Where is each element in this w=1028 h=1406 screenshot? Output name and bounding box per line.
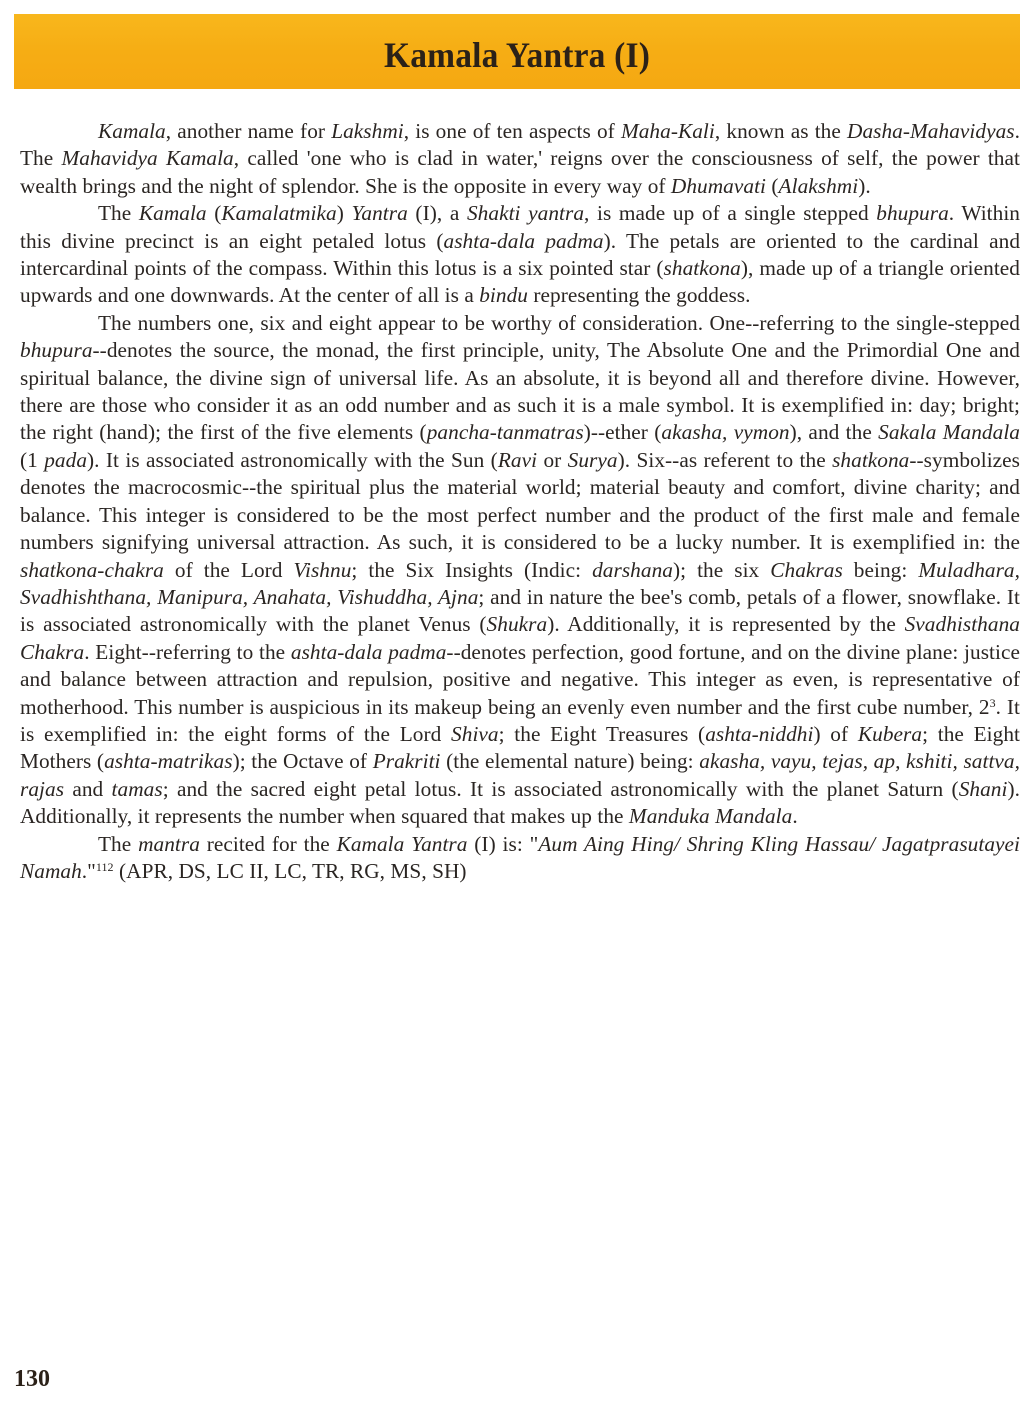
- italic-term: Yantra: [351, 201, 408, 226]
- text-run: (the elemental nature) being:: [440, 749, 700, 774]
- italic-term: Prakriti: [372, 749, 441, 774]
- title-banner: [14, 14, 1020, 89]
- italic-term: ashta-matrikas: [104, 749, 233, 774]
- text-run: ), made up of a triangle oriented upwards and one downwards. At the center of all is a: [20, 256, 1020, 308]
- italic-term: shatkona: [832, 447, 910, 472]
- italic-term: Chakras: [770, 557, 843, 582]
- text-run: ). It is associated astronomically with the Sun (: [87, 447, 498, 472]
- text-run: . Eight--referring to the: [84, 639, 291, 664]
- italic-term: Vishnu: [293, 557, 352, 582]
- text-run: (: [766, 173, 779, 198]
- italic-term: Shakti yantra: [466, 201, 585, 226]
- text-run: representing the goddess.: [528, 283, 751, 308]
- text-run: ), and the: [789, 420, 879, 445]
- text-run: (: [206, 201, 222, 226]
- page-number: 130: [14, 1366, 50, 1392]
- text-run: (I) is: ": [467, 831, 539, 856]
- italic-term: Shani: [958, 776, 1008, 801]
- text-run: , called 'one who is clad in water,' reigns over the consciousness of self, the power that wealth brings and the night of splendor. She is the opposite in every way of: [20, 146, 1020, 198]
- text-run: (APR, DS, LC II, LC, TR, RG, MS, SH): [113, 858, 467, 883]
- page-title: Kamala Yantra (I): [383, 34, 651, 75]
- text-run: ; the Six Insights (Indic:: [351, 557, 593, 582]
- text-run: , another name for: [165, 119, 332, 143]
- text-run: or: [537, 447, 568, 472]
- text-run: and: [64, 776, 112, 801]
- text-run: recited for the: [199, 831, 337, 856]
- italic-term: ashta-niddhi: [705, 721, 814, 746]
- italic-term: Dhumavati: [670, 173, 767, 198]
- text-run: ).: [858, 173, 871, 198]
- italic-term: Kamalatmika: [221, 201, 337, 226]
- text-run: ). Six--as referent to the: [617, 447, 833, 472]
- italic-term: Shukra: [486, 612, 548, 637]
- italic-term: Muladhara, Svadhishthana, Manipura, Anahata, Vishuddha, Ajna: [20, 557, 1021, 609]
- italic-term: shatkona-chakra: [20, 557, 164, 582]
- paragraph: [20, 310, 1020, 831]
- italic-term: Surya: [567, 447, 618, 472]
- italic-term: Ravi: [497, 447, 538, 472]
- italic-term: mantra: [138, 831, 200, 856]
- italic-term: Kamala Yantra: [336, 831, 468, 856]
- italic-term: akasha, vayu, tejas, ap, kshiti, sattva, rajas: [20, 749, 1021, 801]
- text-run: ). Additionally, it represents the number when squared that makes up the: [20, 776, 1020, 829]
- body-text: [20, 118, 1020, 885]
- text-run: ). Additionally, it is represented by the: [547, 612, 905, 637]
- text-run: ; and the sacred eight petal lotus. It is associated astronomically with the planet Saturn (: [162, 776, 959, 801]
- italic-term: Alakshmi: [778, 173, 859, 198]
- italic-term: Kamala: [98, 119, 166, 143]
- italic-term: Mahavidya Kamala: [61, 146, 234, 171]
- italic-term: bhupura: [876, 201, 949, 226]
- text-run: (I), a: [407, 201, 467, 226]
- text-run: The: [98, 831, 139, 856]
- italic-term: akasha, vymon: [661, 420, 790, 445]
- text-run: .": [81, 858, 96, 883]
- italic-term: Shiva: [451, 721, 499, 746]
- italic-term: Svadhisthana Chakra: [20, 612, 1020, 664]
- text-run: ; the Eight Treasures (: [498, 721, 706, 746]
- text-run: ); the Octave of: [232, 749, 373, 774]
- italic-term: Maha-Kali: [620, 119, 715, 143]
- text-run: ; the Eight Mothers (: [20, 721, 1020, 774]
- text-run: --denotes perfection, good fortune, and on the divine plane: justice and balance between attraction and repulsion, positive and negative. This integer as even, is representative of motherhood. This number is auspicious in its makeup being an evenly even number and the first cube number, 2: [20, 639, 1020, 719]
- text-run: --symbolizes denotes the macrocosmic--the spiritual plus the material world; material beauty and comfort, divine charity; and balance. This integer is considered to be the most perfect number and the product of the first male and female numbers signifying universal attraction. As such, it is considered to be a lucky number. It is exemplified in: the: [20, 447, 1021, 555]
- text-run: (1: [20, 447, 45, 472]
- text-run: . It is exemplified in: the eight forms of the Lord: [20, 694, 1021, 746]
- text-run: --denotes the source, the monad, the first principle, unity, The Absolute One and the Primordial One and spiritual balance, the divine sign of universal life. As an absolute, it is beyond all and therefore divine. However, there are those who consider it as an odd number and as such it is a male symbol. It is exemplified in: day; bright; the right (hand); the first of the five elements (: [20, 338, 1020, 445]
- italic-term: ashta-dala padma: [290, 639, 447, 664]
- text-run: , is made up of a single stepped: [584, 201, 877, 226]
- text-run: ): [336, 201, 352, 226]
- text-run: The numbers one, six and eight appear to be worthy of consideration. One--referring to the single-stepped: [98, 310, 1020, 335]
- text-run: of the Lord: [163, 557, 294, 582]
- text-run: ). The petals are oriented to the cardinal and intercardinal points of the compass. Within this lotus is a six pointed star (: [20, 228, 1021, 281]
- italic-term: pancha-tanmatras: [426, 420, 584, 445]
- paragraph: [20, 200, 1020, 310]
- italic-term: Aum Aing Hing/ Shring Kling Hassau/ Jagatprasutayei Namah: [20, 831, 1020, 883]
- italic-term: tamas: [111, 776, 163, 801]
- superscript: 112: [95, 859, 114, 874]
- italic-term: bindu: [479, 283, 528, 308]
- superscript: 3: [989, 695, 996, 710]
- text-run: . Within this divine precinct is an eight petaled lotus (: [20, 201, 1020, 253]
- italic-term: darshana: [592, 557, 673, 582]
- italic-term: ashta-dala padma: [443, 228, 604, 253]
- italic-term: pada: [44, 447, 88, 472]
- italic-term: shatkona: [663, 256, 741, 281]
- italic-term: Kubera: [857, 721, 923, 746]
- italic-term: Lakshmi: [331, 119, 404, 143]
- paragraph: [20, 118, 1020, 200]
- italic-term: bhupura: [20, 338, 93, 363]
- italic-term: Sakala Mandala: [878, 420, 1020, 445]
- text-run: being:: [842, 557, 919, 582]
- text-run: The: [98, 201, 139, 226]
- text-run: )--ether (: [583, 420, 662, 445]
- text-run: ; and in nature the bee's comb, petals of a flower, snowflake. It is associated astronomically with the planet Venus (: [20, 584, 1020, 637]
- text-run: ) of: [813, 721, 858, 746]
- text-run: , is one of ten aspects of: [403, 119, 621, 143]
- italic-term: Manduka Mandala: [628, 804, 793, 829]
- italic-term: Dasha-Mahavidyas: [847, 119, 1015, 143]
- text-run: ); the six: [672, 557, 771, 582]
- text-run: . The: [20, 119, 1020, 171]
- text-run: , known as the: [714, 119, 848, 143]
- paragraph: [20, 831, 1020, 886]
- text-run: .: [792, 804, 798, 829]
- italic-term: Kamala: [138, 201, 207, 226]
